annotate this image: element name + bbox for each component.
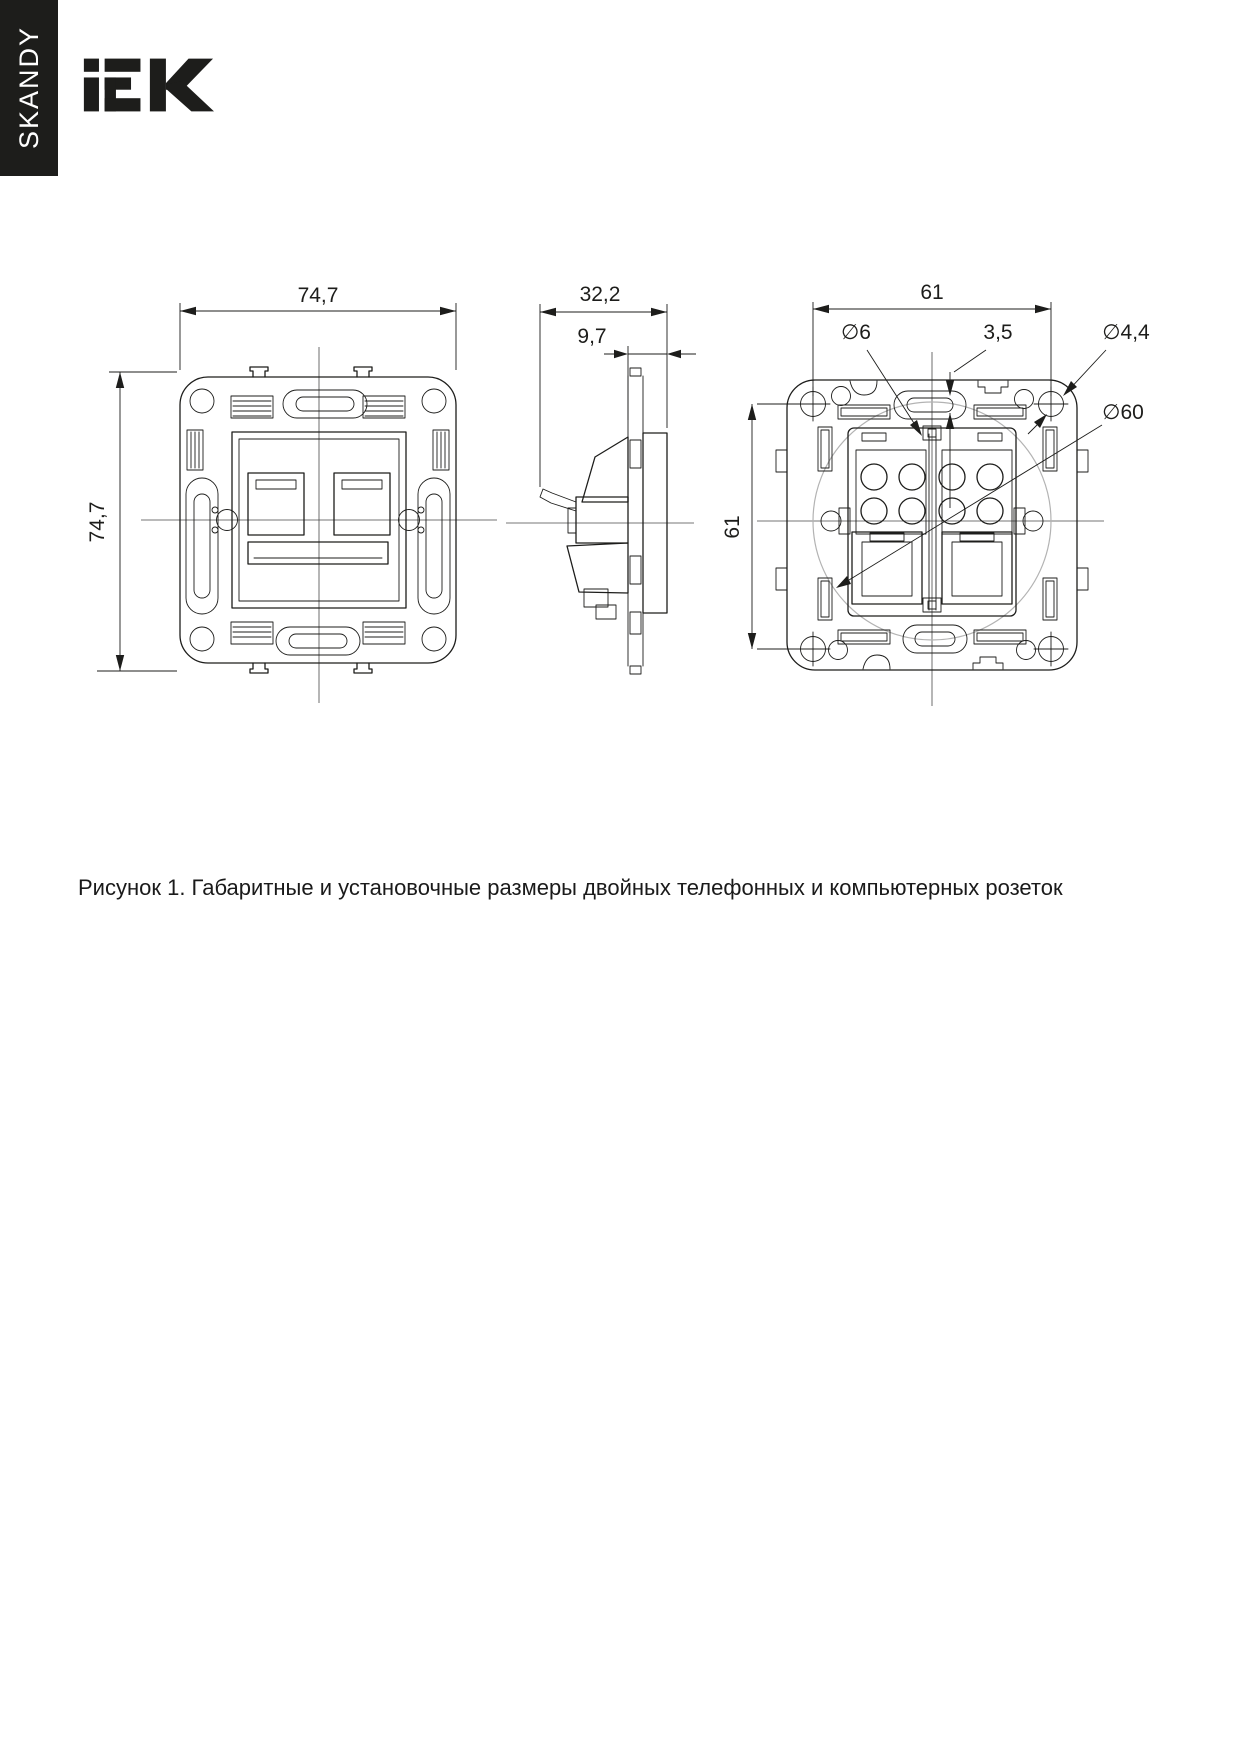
rear-jack-body (852, 532, 922, 604)
front-corner-hole (422, 627, 446, 651)
series-banner-label: SKANDY (13, 26, 44, 150)
front-corner-hole (422, 389, 446, 413)
side-frame-strip (628, 368, 643, 674)
rear-terminal (861, 498, 887, 524)
rear-jack-body (942, 532, 1012, 604)
side-dimensions (540, 283, 696, 487)
front-corner-hole (190, 627, 214, 651)
dim-rear-slot-width: 3,5 (983, 321, 1013, 344)
dim-front-height: 74,7 (86, 501, 109, 543)
rear-terminal (939, 464, 965, 490)
dim-rear-mounting-circle-diameter: ∅60 (1102, 401, 1144, 424)
side-view (506, 283, 696, 674)
figure-caption: Рисунок 1. Габаритные и установочные размеры двойных телефонных и компьютерных розеток (78, 875, 1063, 900)
rear-terminal (861, 464, 887, 490)
dim-rear-height: 61 (721, 515, 744, 539)
rear-terminal (899, 498, 925, 524)
dim-front-width: 74,7 (297, 284, 339, 307)
rear-mounting-slots (818, 391, 1057, 653)
side-jack-profile (540, 437, 628, 619)
front-label-bar (248, 542, 388, 564)
dim-rear-width: 61 (920, 281, 944, 304)
front-mounting-slots (186, 390, 450, 655)
rear-view (721, 281, 1150, 706)
rear-terminal (977, 464, 1003, 490)
front-corner-hole (190, 389, 214, 413)
rear-terminal (977, 498, 1003, 524)
dim-rear-screw-hole-diameter: ∅4,4 (1102, 321, 1150, 344)
figure-drawing (0, 0, 1239, 760)
dim-rear-hole-diameter: ∅6 (841, 321, 871, 344)
rear-dimensions (721, 281, 1150, 649)
front-view (86, 284, 497, 703)
front-dimensions (86, 284, 456, 671)
dim-side-depth: 32,2 (579, 283, 621, 306)
rear-terminal (899, 464, 925, 490)
dim-side-frame-offset: 9,7 (577, 325, 607, 348)
